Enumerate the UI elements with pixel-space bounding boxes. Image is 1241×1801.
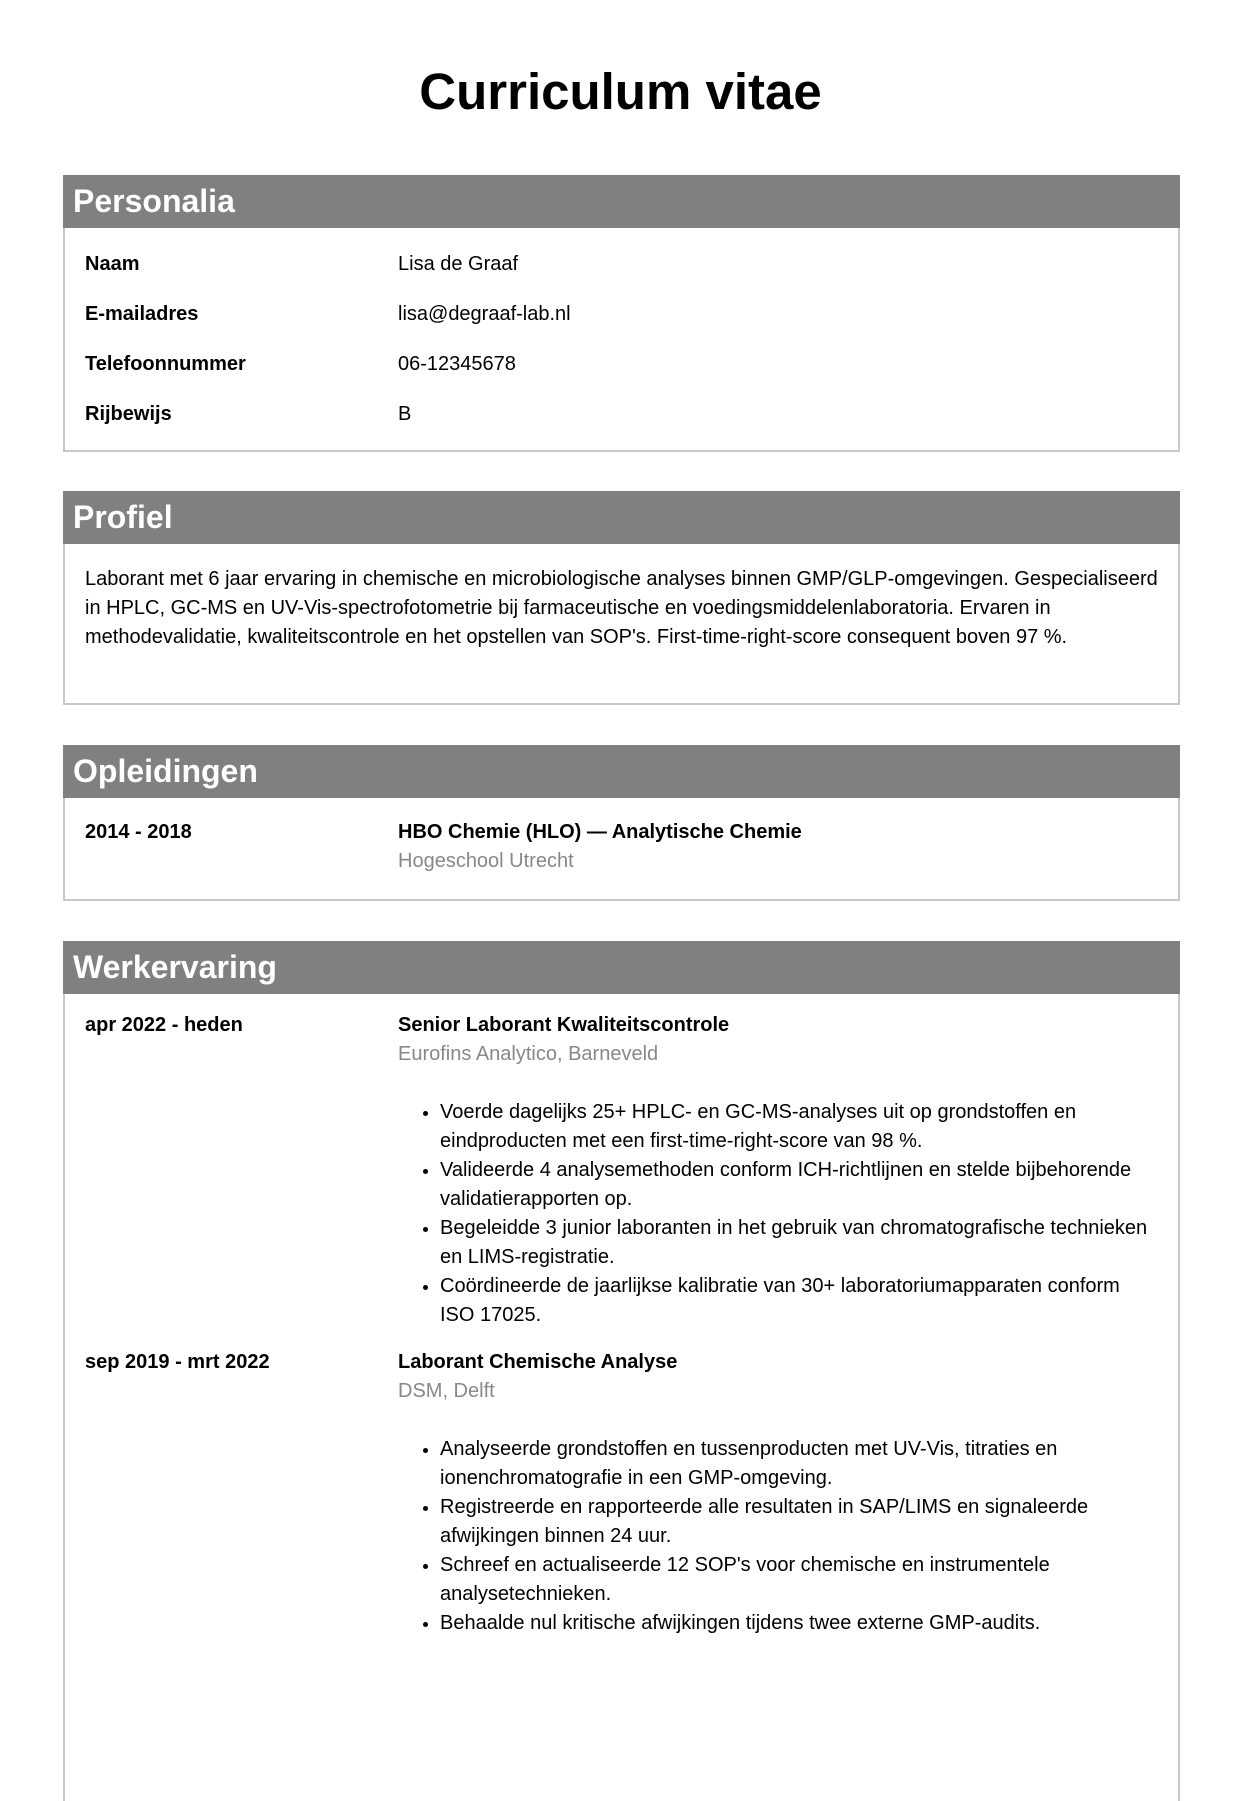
profiel-section bbox=[63, 491, 1180, 705]
job-bullet: • Analyseerde grondstoffen en tussenproducten met UV-Vis, titraties en ionenchromatografie in een GMP-omgeving. bbox=[440, 1435, 1158, 1493]
job-period: apr 2022 - heden bbox=[85, 1014, 243, 1036]
personalia-row-phone bbox=[85, 350, 1158, 379]
personalia-row-license bbox=[85, 400, 1158, 429]
row-value: 06-12345678 bbox=[398, 353, 516, 375]
education-institution: Hogeschool Utrecht bbox=[398, 850, 574, 872]
job-bullet: • Registreerde en rapporteerde alle resultaten in SAP/LIMS en signaleerde afwijkingen binnen 24 uur. bbox=[440, 1493, 1158, 1551]
row-value: B bbox=[398, 403, 412, 425]
opleidingen-section bbox=[63, 745, 1180, 901]
job-bullets bbox=[398, 1435, 1158, 1638]
personalia-row-name bbox=[85, 250, 1158, 279]
job-bullet: • Schreef en actualiseerde 12 SOP's voor chemische en instrumentele analysetechnieken. bbox=[440, 1551, 1158, 1609]
job-bullet: • Valideerde 4 analysemethoden conform ICH-richtlijnen en stelde bijbehorende validatierapporten op. bbox=[440, 1156, 1158, 1214]
personalia-rows bbox=[65, 228, 1178, 429]
job-entry bbox=[85, 1011, 1158, 1330]
job-entry bbox=[85, 1348, 1158, 1638]
personalia-row-email bbox=[85, 300, 1158, 329]
profiel-header: Profiel bbox=[63, 491, 1180, 544]
row-label: Telefoonnummer bbox=[85, 353, 246, 375]
personalia-header: Personalia bbox=[63, 175, 1180, 228]
page-title: Curriculum vitae bbox=[419, 63, 822, 120]
job-employer: Eurofins Analytico, Barneveld bbox=[398, 1043, 659, 1065]
personalia-section bbox=[63, 175, 1180, 452]
job-employer: DSM, Delft bbox=[398, 1380, 495, 1402]
werkervaring-header: Werkervaring bbox=[63, 941, 1180, 994]
job-bullet: • Coördineerde de jaarlijkse kalibratie van 30+ laboratoriumapparaten conform ISO 17025. bbox=[440, 1272, 1158, 1330]
opleidingen-header: Opleidingen bbox=[63, 745, 1180, 798]
werkervaring-section bbox=[63, 941, 1180, 1801]
job-bullet: • Begeleidde 3 junior laboranten in het gebruik van chromatografische technieken en LIMS-registratie. bbox=[440, 1214, 1158, 1272]
row-label: E-mailadres bbox=[85, 303, 199, 325]
job-bullet: • Voerde dagelijks 25+ HPLC- en GC-MS-analyses uit op grondstoffen en eindproducten met een first-time-right-score van 98 %. bbox=[440, 1098, 1158, 1156]
profile-text: Laborant met 6 jaar ervaring in chemische en microbiologische analyses binnen GMP/GLP-omgevingen. Gespecialiseerd in HPLC, GC-MS en UV-Vis-spectrofotometrie bij farmaceutische en voedingsmiddelenlaboratoria. Ervaren in methodevalidatie, kwaliteitscontrole en het opstellen van SOP's. First-time-right-score consequent boven 97 %. bbox=[85, 568, 1158, 648]
job-title: Senior Laborant Kwaliteitscontrole bbox=[398, 1014, 730, 1036]
row-value: Lisa de Graaf bbox=[398, 253, 519, 275]
row-label: Naam bbox=[85, 253, 140, 275]
job-bullets bbox=[398, 1098, 1158, 1330]
row-label: Rijbewijs bbox=[85, 403, 172, 425]
row-value: lisa@degraaf-lab.nl bbox=[398, 303, 571, 325]
education-period: 2014 - 2018 bbox=[85, 821, 192, 843]
job-bullet: • Behaalde nul kritische afwijkingen tijdens twee externe GMP-audits. bbox=[440, 1609, 1158, 1638]
job-period: sep 2019 - mrt 2022 bbox=[85, 1351, 270, 1373]
education-entry bbox=[85, 818, 1158, 876]
education-title: HBO Chemie (HLO) — Analytische Chemie bbox=[398, 821, 802, 843]
job-title: Laborant Chemische Analyse bbox=[398, 1351, 678, 1373]
